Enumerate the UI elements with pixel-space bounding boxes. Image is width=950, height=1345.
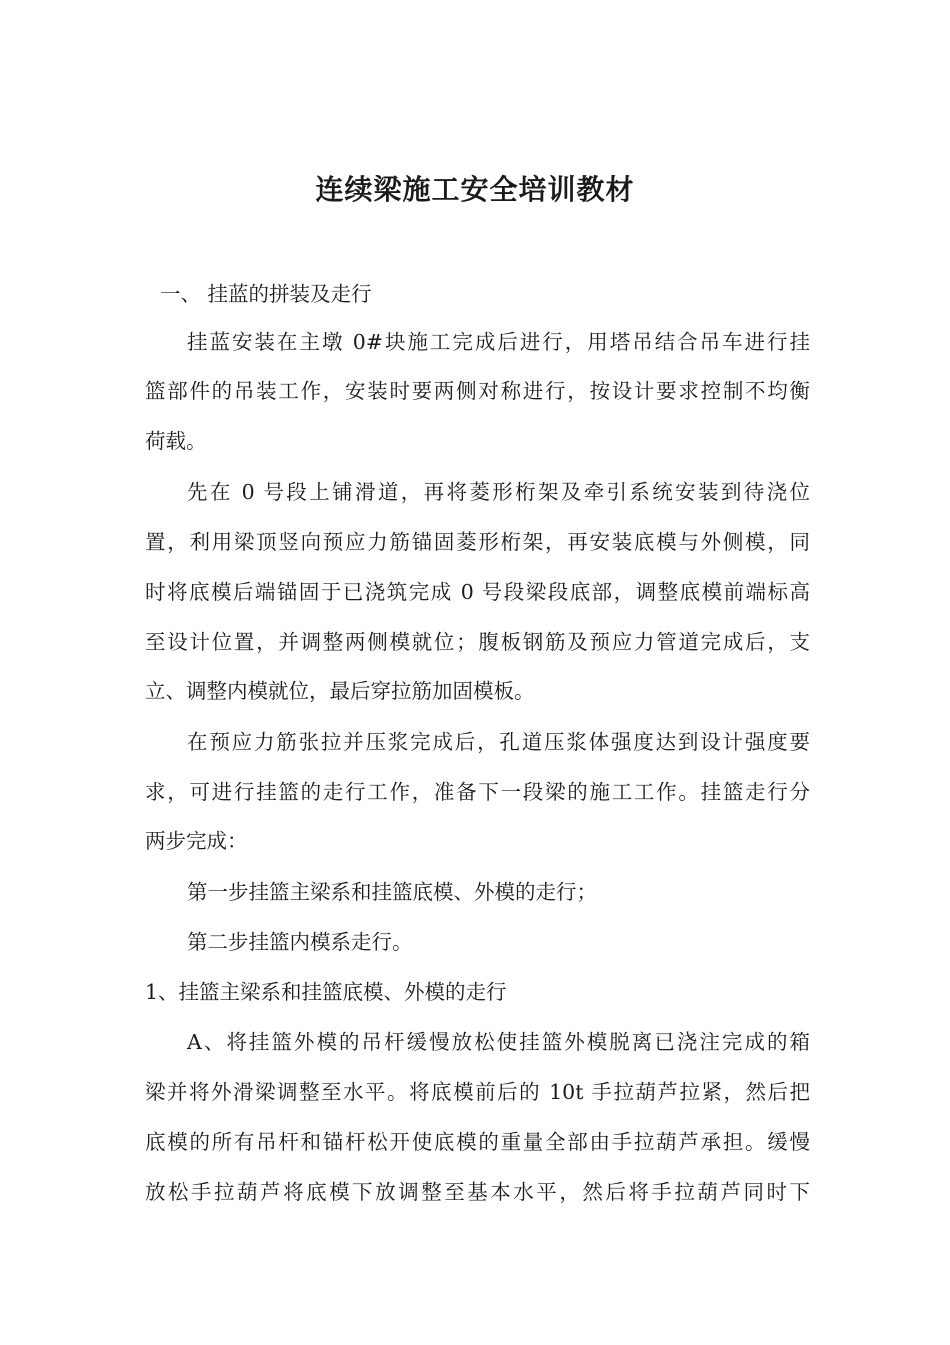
section-heading: 一、 挂蓝的拼装及走行 — [160, 282, 372, 306]
paragraph-line: 时将底模后端锚固于已浇筑完成 0 号段梁段底部，调整底模前端标高 — [145, 580, 810, 604]
paragraph-line: 求，可进行挂篮的走行工作，准备下一段梁的施工工作。挂篮走行分 — [145, 780, 810, 804]
paragraph-line: 两步完成： — [145, 829, 248, 853]
paragraph-line: 置，利用梁顶竖向预应力筋锚固菱形桁架，再安装底模与外侧模，同 — [145, 530, 810, 554]
paragraph-line: 底模的所有吊杆和锚杆松开使底模的重量全部由手拉葫芦承担。缓慢 — [145, 1130, 810, 1154]
paragraph-line: 荷载。 — [145, 429, 207, 453]
paragraph-line: 篮部件的吊装工作，安装时要两侧对称进行，按设计要求控制不均衡 — [145, 379, 810, 403]
paragraph-line: 放松手拉葫芦将底模下放调整至基本水平，然后将手拉葫芦同时下 — [145, 1180, 810, 1204]
paragraph-line: A、将挂篮外模的吊杆缓慢放松使挂篮外模脱离已浇注完成的箱 — [187, 1030, 810, 1054]
paragraph-line: 第二步挂篮内模系走行。 — [187, 930, 413, 954]
paragraph-line: 立、调整内模就位，最后穿拉筋加固模板。 — [145, 679, 535, 703]
paragraph-line: 梁并将外滑梁调整至水平。将底模前后的 10t 手拉葫芦拉紧，然后把 — [145, 1080, 810, 1104]
subsection-heading: 1、挂篮主梁系和挂篮底模、外模的走行 — [145, 980, 507, 1004]
paragraph-line: 先在 0 号段上铺滑道，再将菱形桁架及牵引系统安装到待浇位 — [187, 480, 810, 504]
paragraph-line: 第一步挂篮主梁系和挂篮底模、外模的走行； — [187, 880, 597, 904]
paragraph-line: 至设计位置，并调整两侧模就位；腹板钢筋及预应力管道完成后，支 — [145, 630, 810, 654]
paragraph-line: 在预应力筋张拉并压浆完成后，孔道压浆体强度达到设计强度要 — [187, 730, 810, 754]
paragraph-line: 挂蓝安装在主墩 0#块施工完成后进行，用塔吊结合吊车进行挂 — [187, 330, 810, 354]
document-title: 连续梁施工安全培训教材 — [315, 173, 635, 206]
